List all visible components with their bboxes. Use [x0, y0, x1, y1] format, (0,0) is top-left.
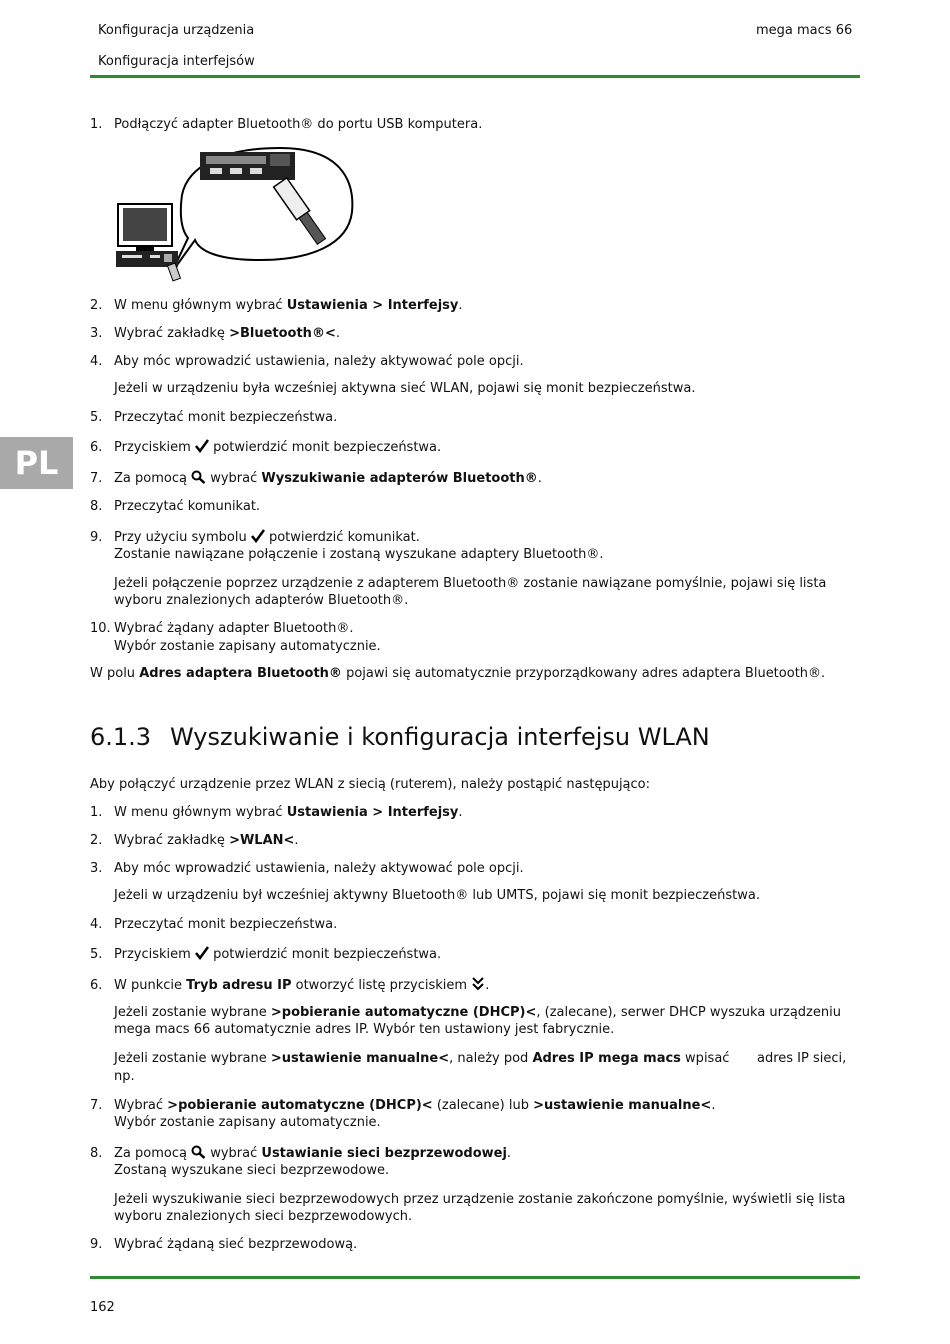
step-text: Aby móc wprowadzić ustawienia, należy aktywować pole opcji.: [114, 354, 524, 369]
checkmark-icon: [195, 946, 209, 960]
step-note: Jeżeli zostanie wybrane >pobieranie automatyczne (DHCP)<, (zalecane), serwer DHCP wyszuka urządzeniu: [114, 1005, 841, 1020]
step-number: 1.: [90, 117, 103, 132]
step-text: Wybrać żądaną sieć bezprzewodową.: [114, 1237, 358, 1252]
step-number: 4.: [90, 917, 103, 932]
step-number: 3.: [90, 326, 103, 341]
step-text-line2: Wybór zostanie zapisany automatycznie.: [114, 639, 381, 654]
step-text-line2: Zostaną wyszukane sieci bezprzewodowe.: [114, 1163, 390, 1178]
step-number: 2.: [90, 298, 103, 313]
step-text: Za pomocą wybrać Ustawianie sieci bezprzewodowej.: [114, 1146, 512, 1161]
section-number: 6.1.3: [90, 723, 152, 751]
step-text: Przyciskiem potwierdzić monit bezpieczeństwa.: [114, 440, 442, 455]
header-section: Konfiguracja interfejsów: [98, 54, 255, 69]
step-number: 10.: [90, 621, 111, 636]
step-number: 9.: [90, 1237, 103, 1252]
step-text: Przyciskiem potwierdzić monit bezpieczeństwa.: [114, 947, 442, 962]
step-note-line2: np.: [114, 1069, 135, 1084]
step-text: Wybrać zakładkę >WLAN<.: [114, 833, 299, 848]
checkmark-icon: [195, 439, 209, 453]
step-note: Jeżeli połączenie poprzez urządzenie z adapterem Bluetooth® zostanie nawiązane pomyślnie, pojawi się lista: [114, 576, 827, 591]
header-rule: [90, 75, 860, 78]
step-text: Przy użyciu symbolu potwierdzić komunikat.: [114, 530, 420, 545]
intro-paragraph: Aby połączyć urządzenie przez WLAN z siecią (ruterem), należy postąpić następująco:: [90, 777, 651, 792]
step-text: Przeczytać monit bezpieczeństwa.: [114, 917, 338, 932]
result-paragraph: W polu Adres adaptera Bluetooth® pojawi się automatycznie przyporządkowany adres adaptera Bluetooth®.: [90, 666, 826, 681]
step-text-line2: Zostanie nawiązane połączenie i zostaną wyszukane adaptery Bluetooth®.: [114, 547, 604, 562]
page-number: 162: [90, 1300, 115, 1315]
step-text: W menu głównym wybrać Ustawienia > Interfejsy.: [114, 298, 463, 313]
footer-rule: [90, 1276, 860, 1279]
language-tab: PL: [0, 437, 73, 489]
step-number: 5.: [90, 947, 103, 962]
step-note: wyboru znalezionych adapterów Bluetooth®.: [114, 593, 409, 608]
menu-path: Ustawienia > Interfejsy: [286, 298, 459, 313]
header-product: mega macs 66: [756, 23, 853, 38]
step-text-line2: Wybór zostanie zapisany automatycznie.: [114, 1115, 381, 1130]
step-number: 9.: [90, 530, 103, 545]
step-text: Wybrać żądany adapter Bluetooth®.: [114, 621, 354, 636]
step-number: 8.: [90, 499, 103, 514]
section-heading: [90, 722, 710, 752]
step-number: 6.: [90, 978, 103, 993]
step-text: Za pomocą wybrać Wyszukiwanie adapterów Bluetooth®.: [114, 471, 542, 486]
step-number: 6.: [90, 440, 103, 455]
section-title: Wyszukiwanie i konfiguracja interfejsu WLAN: [170, 723, 710, 751]
tab-name: >Bluetooth®<: [229, 326, 336, 341]
search-icon: [191, 470, 206, 484]
header-chapter: Konfiguracja urządzenia: [98, 23, 255, 38]
step-note: Jeżeli wyszukiwanie sieci bezprzewodowych przez urządzenie zostanie zakończone pomyślnie, wyświetli się lista: [114, 1192, 846, 1207]
search-icon: [191, 1145, 206, 1159]
double-chevron-down-icon: [471, 977, 485, 991]
step-text: Aby móc wprowadzić ustawienia, należy aktywować pole opcji.: [114, 861, 524, 876]
checkmark-icon: [251, 529, 265, 543]
step-note: wyboru znalezionych sieci bezprzewodowych.: [114, 1209, 413, 1224]
step-text: Przeczytać monit bezpieczeństwa.: [114, 410, 338, 425]
step-note-tail: adres IP sieci,: [757, 1051, 847, 1066]
step-number: 2.: [90, 833, 103, 848]
step-text: W menu głównym wybrać Ustawienia > Interfejsy.: [114, 805, 463, 820]
step-text: Wybrać zakładkę >Bluetooth®<.: [114, 326, 340, 341]
step-note: Jeżeli w urządzeniu była wcześniej aktywna sieć WLAN, pojawi się monit bezpieczeństwa.: [114, 381, 696, 396]
usb-bluetooth-illustration: [110, 140, 360, 285]
step-number: 1.: [90, 805, 103, 820]
step-number: 4.: [90, 354, 103, 369]
step-note: Jeżeli zostanie wybrane >ustawienie manualne<, należy pod Adres IP mega macs wpisać: [114, 1051, 730, 1066]
step-number: 8.: [90, 1146, 103, 1161]
step-number: 5.: [90, 410, 103, 425]
step-number: 3.: [90, 861, 103, 876]
step-note: Jeżeli w urządzeniu był wcześniej aktywny Bluetooth® lub UMTS, pojawi się monit bezpieczeństwa.: [114, 888, 760, 903]
step-number: 7.: [90, 471, 103, 486]
step-text: Podłączyć adapter Bluetooth® do portu USB komputera.: [114, 117, 483, 132]
step-text: W punkcie Tryb adresu IP otworzyć listę przyciskiem .: [114, 978, 490, 993]
step-text: Przeczytać komunikat.: [114, 499, 261, 514]
step-number: 7.: [90, 1098, 103, 1113]
step-note-line2: mega macs 66 automatycznie adres IP. Wybór ten ustawiony jest fabrycznie.: [114, 1022, 615, 1037]
step-text: Wybrać >pobieranie automatyczne (DHCP)< (zalecane) lub >ustawienie manualne<.: [114, 1098, 716, 1113]
